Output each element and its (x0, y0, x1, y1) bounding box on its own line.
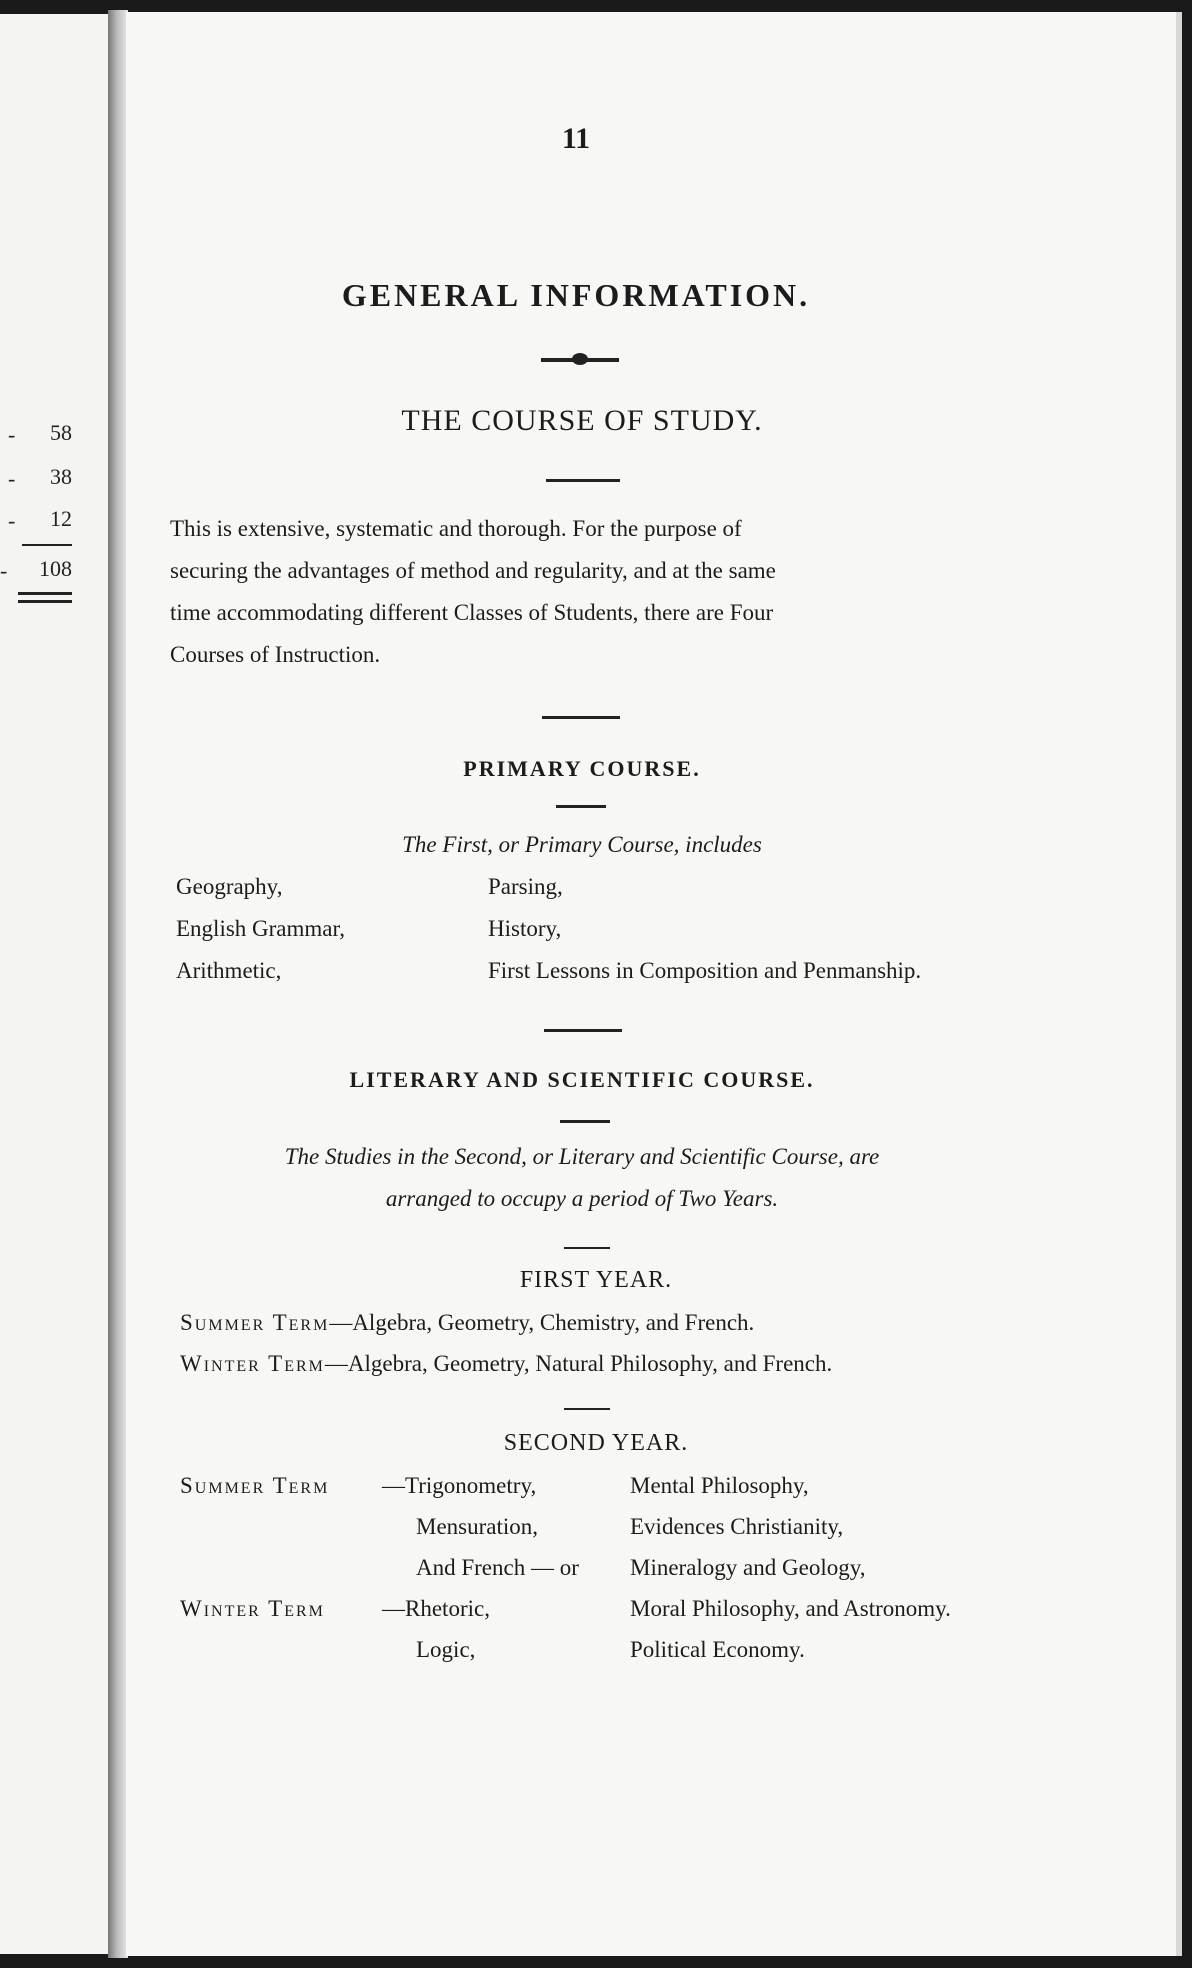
divider (544, 1029, 622, 1032)
margin-sum-rule (22, 544, 72, 546)
second-year-subject: And French — or (416, 1555, 579, 1580)
intro-line: securing the advantages of method and regularity, and at the same (170, 558, 776, 583)
divider-ornament-dot (572, 353, 588, 365)
second-year-subject: —Trigonometry, (382, 1473, 537, 1498)
divider (564, 1408, 610, 1410)
margin-number: 38 (50, 464, 72, 489)
book-page (126, 12, 1182, 1956)
primary-subject: First Lessons in Composition and Penmanship. (488, 958, 922, 983)
primary-subject: Geography, (176, 874, 283, 899)
term-label: Winter Term (180, 1596, 325, 1621)
facing-page (0, 14, 112, 1954)
margin-number: 12 (50, 506, 72, 531)
primary-subject: Parsing, (488, 874, 563, 899)
divider (546, 479, 620, 482)
margin-number: 58 (50, 420, 72, 445)
first-year-winter-row (180, 1351, 832, 1377)
second-year-subject: —Rhetoric, (382, 1596, 490, 1621)
page-title: GENERAL INFORMATION. (341, 277, 811, 313)
primary-subject: Arithmetic, (176, 958, 282, 983)
second-year-subject: Political Economy. (630, 1637, 805, 1662)
primary-course-intro: The First, or Primary Course, includes (402, 832, 762, 857)
primary-subject: History, (488, 916, 562, 941)
first-year-heading: FIRST YEAR. (519, 1267, 673, 1293)
margin-double-rule (18, 600, 72, 603)
first-year-summer-row (180, 1310, 754, 1336)
margin-total: 108 (39, 556, 72, 581)
intro-line: time accommodating different Classes of Students, there are Four (170, 600, 774, 625)
margin-dash: - (8, 508, 16, 533)
second-year-subject: Mineralogy and Geology, (630, 1555, 866, 1580)
intro-line: Courses of Instruction. (170, 642, 381, 667)
second-year-subject: Moral Philosophy, and Astronomy. (630, 1596, 951, 1621)
second-year-subject: Logic, (416, 1637, 476, 1662)
second-year-subject: Evidences Christianity, (630, 1514, 844, 1539)
book-gutter (108, 10, 128, 1958)
term-subjects: —Algebra, Geometry, Natural Philosophy, and French. (324, 1351, 833, 1376)
literary-course-heading: LITERARY AND SCIENTIFIC COURSE. (349, 1067, 815, 1092)
term-label: Summer Term (180, 1473, 330, 1498)
second-year-subject: Mental Philosophy, (630, 1473, 809, 1498)
section-title: THE COURSE OF STUDY. (401, 404, 763, 437)
literary-course-intro: arranged to occupy a period of Two Years. (385, 1186, 779, 1211)
margin-double-rule (18, 592, 72, 595)
divider (564, 1247, 610, 1249)
divider (542, 716, 620, 719)
term-label: Winter Term (180, 1351, 325, 1376)
primary-subject: English Grammar, (176, 916, 345, 941)
page-number: 11 (561, 122, 591, 155)
divider (560, 1120, 610, 1123)
primary-course-heading: PRIMARY COURSE. (463, 756, 701, 781)
second-year-subject: Mensuration, (416, 1514, 539, 1539)
term-subjects: —Algebra, Geometry, Chemistry, and French. (329, 1310, 755, 1335)
intro-line: This is extensive, systematic and thorough. For the purpose of (170, 516, 742, 541)
term-label: Summer Term (180, 1310, 330, 1335)
margin-dash: - (8, 422, 16, 447)
divider (556, 805, 606, 808)
literary-course-intro: The Studies in the Second, or Literary and Scientific Course, are (284, 1144, 880, 1169)
margin-dash: - (0, 558, 8, 583)
second-year-heading: SECOND YEAR. (503, 1430, 689, 1456)
margin-dash: - (8, 466, 16, 491)
